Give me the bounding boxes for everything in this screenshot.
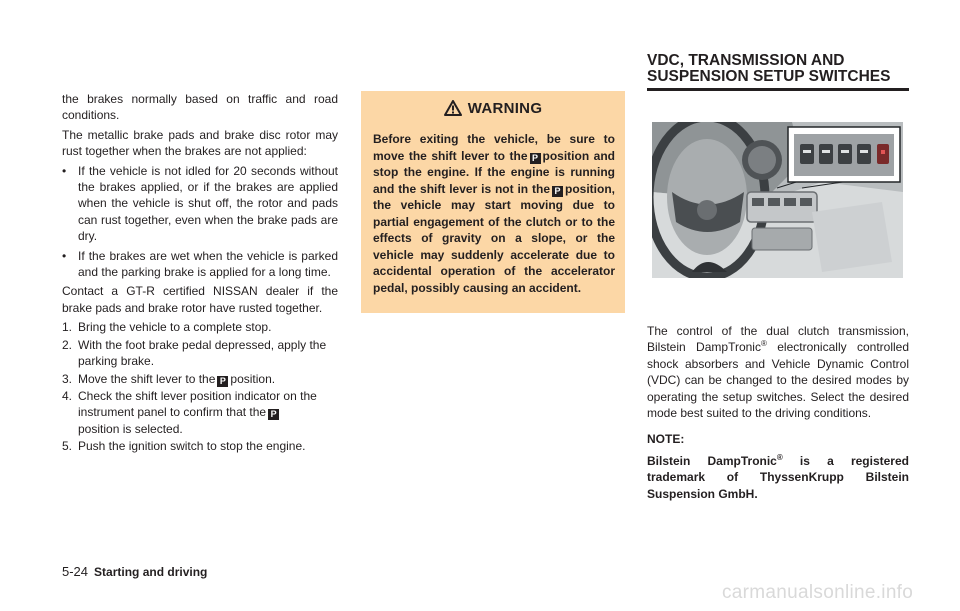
warning-title: WARNING bbox=[467, 99, 543, 117]
step-text-part: position is selected. bbox=[78, 421, 183, 436]
step-text: Push the ignition switch to stop the engine. bbox=[78, 439, 306, 454]
step-text-part: position. bbox=[230, 371, 276, 386]
step-number: 5. bbox=[62, 439, 73, 454]
list-item bbox=[62, 388, 338, 437]
paragraph: The metallic brake pads and brake disc rotor may rust together when the brakes are not applied: bbox=[62, 127, 338, 159]
watermark: carmanualsonline.info bbox=[722, 582, 914, 603]
warning-text-part: position, the vehicle may start moving due to partial engagement of the clutch or to the effects of gravity on a slope, or the vehicle may suddenly accelerate due to accidental operation of the accelerator pedal, possibly causing an accident. bbox=[373, 181, 615, 295]
dashboard-switches-illustration bbox=[652, 122, 903, 278]
section-divider bbox=[647, 88, 909, 91]
list-item bbox=[62, 248, 338, 281]
note-text bbox=[647, 453, 909, 502]
note-text-part: Bilstein DampTronic bbox=[647, 453, 777, 468]
paragraph-part: The control of the dual clutch transmission, Bilstein DampTronic bbox=[647, 324, 909, 355]
page-number: 5-24 bbox=[62, 564, 89, 579]
note-text-part: is a registered trademark of ThyssenKrupp Bilstein Suspension GmbH. bbox=[647, 453, 909, 501]
paragraph: Contact a GT-R certified NISSAN dealer if the brake pads and brake rotor have rusted together. bbox=[62, 284, 338, 315]
left-column bbox=[62, 91, 338, 456]
park-position-icon: P bbox=[217, 376, 228, 387]
paragraph: the brakes normally based on traffic and road conditions. bbox=[62, 92, 338, 123]
bullet-icon: • bbox=[62, 248, 67, 263]
step-text-part: Move the shift lever to the bbox=[78, 371, 216, 386]
registered-mark: ® bbox=[760, 339, 767, 349]
bullet-text: If the vehicle is not idled for 20 seconds without the brakes applied, or if the brakes are applied when the vehicle is shut off, the rotor and pads can rust together, even when the brake pads are dry. bbox=[78, 163, 338, 244]
list-item bbox=[62, 337, 338, 370]
list-item bbox=[62, 163, 338, 245]
paragraph-part: electronically controlled shock absorbers and Vehicle Dynamic Control (VDC) can be changed to the desired modes by operating the setup switches. Select the desired mode best suited to the driving conditions. bbox=[647, 340, 910, 421]
step-number: 4. bbox=[62, 388, 73, 403]
note-label: NOTE: bbox=[647, 432, 685, 447]
park-position-icon: P bbox=[530, 153, 541, 164]
list-item bbox=[62, 371, 338, 387]
step-text bbox=[78, 371, 338, 387]
warning-text-part: Before exiting the vehicle, be sure to move the shift lever to the bbox=[373, 132, 615, 163]
bullet-text: If the brakes are wet when the vehicle is parked and the parking brake is applied for a long time. bbox=[78, 248, 338, 280]
page-footer bbox=[62, 564, 207, 579]
warning-triangle-icon bbox=[444, 100, 462, 116]
step-number: 3. bbox=[62, 371, 73, 386]
section-title-line: VDC, TRANSMISSION AND bbox=[647, 52, 845, 69]
warning-text-part: position and stop the engine. If the engine is running and the shift lever is not in the bbox=[373, 148, 616, 196]
registered-mark: ® bbox=[776, 452, 783, 462]
step-number: 2. bbox=[62, 337, 73, 352]
section-title-line: SUSPENSION SETUP SWITCHES bbox=[647, 68, 891, 85]
park-position-icon: P bbox=[268, 409, 279, 420]
step-text: With the foot brake pedal depressed, apply the parking brake. bbox=[78, 337, 327, 369]
right-column bbox=[647, 323, 909, 512]
step-number: 1. bbox=[62, 320, 73, 335]
step-text-part: Check the shift lever position indicator on the instrument panel to confirm that the bbox=[78, 388, 317, 420]
step-text: Bring the vehicle to a complete stop. bbox=[78, 320, 272, 335]
list-item bbox=[62, 438, 338, 454]
park-position-icon: P bbox=[552, 186, 563, 197]
warning-text bbox=[361, 125, 625, 296]
bullet-icon: • bbox=[62, 163, 67, 178]
step-text bbox=[78, 388, 338, 437]
paragraph bbox=[647, 323, 909, 421]
warning-box bbox=[361, 91, 625, 313]
figure-drawing bbox=[652, 122, 903, 278]
warning-header bbox=[361, 91, 625, 125]
footer-section-name: Starting and driving bbox=[94, 565, 208, 579]
section-title bbox=[647, 53, 909, 85]
list-item bbox=[62, 319, 338, 335]
